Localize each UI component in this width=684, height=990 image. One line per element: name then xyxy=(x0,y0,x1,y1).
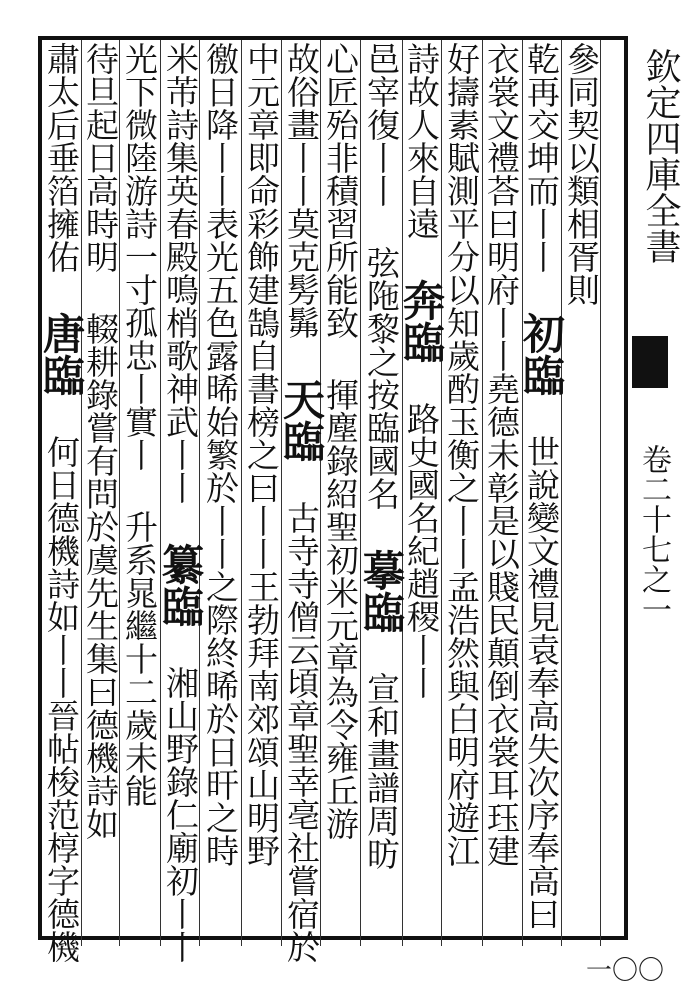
volume-label: 卷二十七之一 xyxy=(636,444,671,624)
side-margin xyxy=(630,36,681,940)
heading-term: 摹臨 xyxy=(357,549,406,633)
column-text: 心匠殆非積習所能致 xyxy=(321,42,360,339)
column-text: 好擣素賦測平分以知歲酌玉衡之丨丨孟浩然與白明府遊江 xyxy=(442,42,481,867)
text-column xyxy=(397,42,446,932)
column-text: 邑宰復丨丨 xyxy=(362,42,401,207)
column-text: 衣裳文禮荅曰明府丨丨堯德未彰是以賤民顛倒衣裳耳珏建 xyxy=(482,42,521,867)
column-text: 輟耕錄嘗有問於虞先生集曰德機詩如 xyxy=(81,312,120,840)
text-column xyxy=(357,42,406,932)
text-column xyxy=(203,42,239,932)
column-text: 待旦起日高時明 xyxy=(81,42,120,273)
text-column xyxy=(156,42,205,963)
column-text: 中元章即命彩飾建鵠自書榜之曰丨丨王勃拜南郊頌山明野 xyxy=(242,42,281,867)
column-text: 徼日降丨丨表光五色露晞始繁於丨丨之際終晞於日旰之時 xyxy=(201,42,240,867)
collection-title: 欽定四庫全書 xyxy=(640,48,681,264)
text-column xyxy=(444,42,480,932)
column-text: 詩故人來自遠 xyxy=(402,42,441,240)
column-rule xyxy=(360,40,361,946)
column-text: 湘山野錄仁廟初丨丨 xyxy=(161,666,200,963)
fish-tail-mark xyxy=(632,336,668,388)
heading-term: 初臨 xyxy=(517,312,566,396)
column-text: 參同契以類相胥則 xyxy=(562,42,601,306)
column-text: 乾再交坤而丨丨 xyxy=(522,42,561,273)
column-text: 古寺寺僧云頃章聖幸亳社嘗宿於 xyxy=(282,501,321,963)
text-column xyxy=(37,42,86,963)
text-column xyxy=(323,42,359,932)
text-column xyxy=(122,42,158,932)
column-text: 弦陁黎之按臨國名 xyxy=(362,246,401,510)
text-column xyxy=(564,42,600,932)
column-text: 宣和畫譜周昉 xyxy=(362,672,401,870)
column-text: 揮塵錄紹聖初米元章為令雍丘游 xyxy=(321,378,360,840)
heading-term: 奔臨 xyxy=(397,279,446,363)
column-text: 何日德機詩如丨丨晉帖梭范椁字德機 xyxy=(42,435,81,963)
column-text: 世說變文禮見袁奉高失次序奉高曰 xyxy=(522,435,561,930)
column-text: 肅太后垂箔擁佑 xyxy=(42,42,81,273)
column-text: 升系晁繼十二歲未能 xyxy=(120,510,159,807)
text-column xyxy=(244,42,280,932)
text-column xyxy=(484,42,520,932)
page-number: 一〇〇 xyxy=(586,956,665,986)
text-column xyxy=(277,42,326,963)
heading-term: 天臨 xyxy=(277,378,326,462)
text-column xyxy=(83,42,119,932)
text-column xyxy=(517,42,566,932)
column-text: 光下微陸游詩一寸孤忠丨實丨 xyxy=(120,42,159,471)
column-text: 故俗畫丨丨莫克髣髴 xyxy=(282,42,321,339)
column-text: 路史國名紀趙稷丨丨 xyxy=(402,402,441,699)
heading-term: 纂臨 xyxy=(156,543,205,627)
column-text: 米芾詩集英春殿鳴梢歌神武丨丨 xyxy=(161,42,200,504)
heading-term: 唐臨 xyxy=(37,312,86,396)
